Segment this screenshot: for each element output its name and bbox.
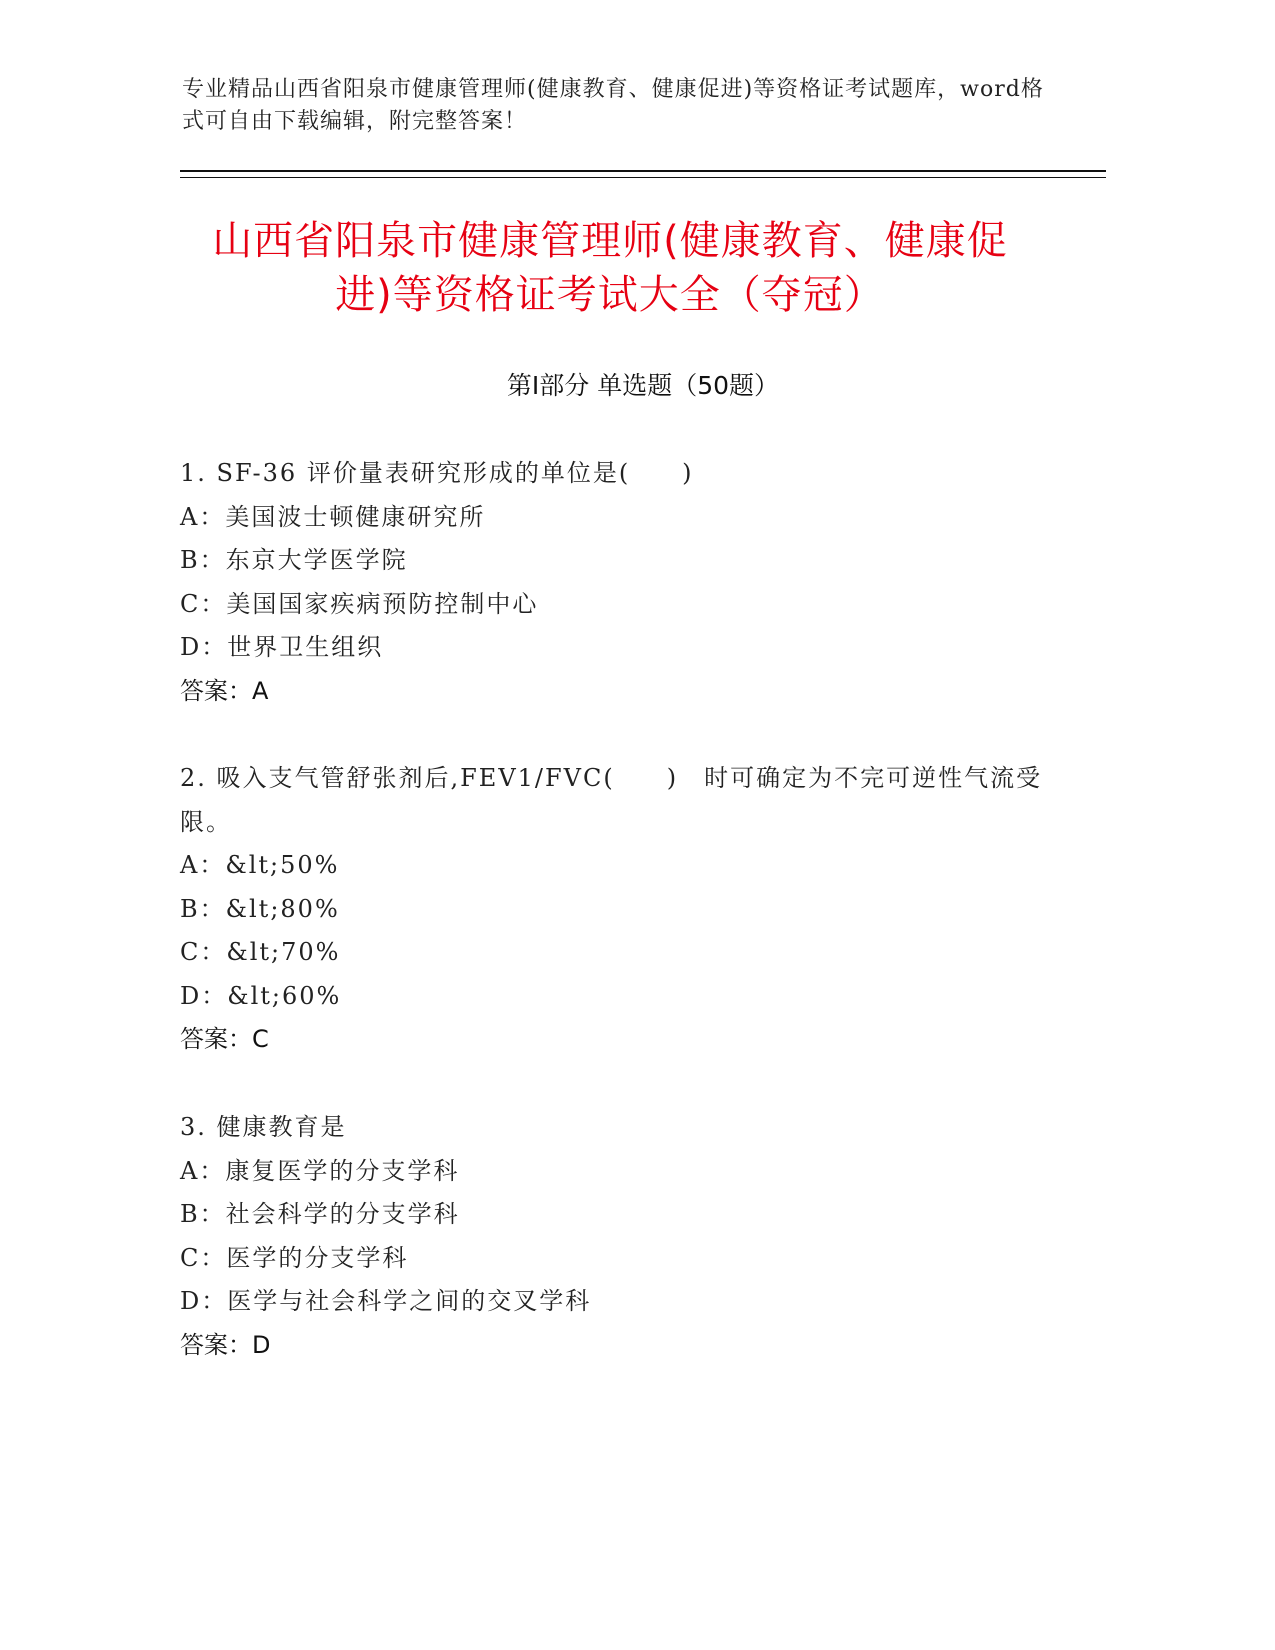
option-c: C：&lt;70%	[180, 938, 341, 966]
header-note: 专业精品山西省阳泉市健康管理师(健康教育、健康促进)等资格证考试题库，word格式可自由下载编辑，附完整答案！	[182, 77, 1044, 134]
option-b: B：东京大学医学院	[180, 546, 408, 574]
document-title	[160, 214, 1060, 322]
header-divider-thick	[180, 170, 1106, 172]
option-a: A：康复医学的分支学科	[180, 1156, 460, 1185]
header-divider-thin	[180, 177, 1106, 178]
option-b: B：社会科学的分支学科	[180, 1200, 460, 1228]
question-stem: 2. 吸入支气管舒张剂后,FEV1/FVC( ) 时可确定为不完可逆性气流受限。	[180, 764, 1043, 836]
question-2	[180, 757, 1050, 1062]
option-d: D：&lt;60%	[180, 981, 342, 1010]
question-3	[180, 1106, 1050, 1367]
question-1	[180, 452, 1050, 713]
answer: 答案：C	[180, 1025, 269, 1053]
document-title-line-2: 进)等资格证考试大全（夺冠）	[335, 272, 885, 318]
answer: 答案：D	[180, 1330, 271, 1359]
option-c: C：医学的分支学科	[180, 1243, 409, 1272]
answer: 答案：A	[180, 676, 269, 705]
option-d: D：世界卫生组织	[180, 633, 384, 661]
section-title: 第Ⅰ部分 单选题（50题）	[506, 371, 780, 400]
document-title-line-1: 山西省阳泉市健康管理师(健康教育、健康促	[212, 218, 1008, 264]
option-b: B：&lt;80%	[180, 894, 340, 923]
option-a: A：&lt;50%	[180, 851, 340, 879]
question-stem: 3. 健康教育是	[180, 1113, 347, 1141]
option-d: D：医学与社会科学之间的交叉学科	[180, 1287, 592, 1315]
question-stem: 1. SF-36 评价量表研究形成的单位是( )	[180, 459, 694, 487]
option-c: C：美国国家疾病预防控制中心	[180, 589, 539, 618]
option-a: A：美国波士顿健康研究所	[180, 502, 486, 531]
